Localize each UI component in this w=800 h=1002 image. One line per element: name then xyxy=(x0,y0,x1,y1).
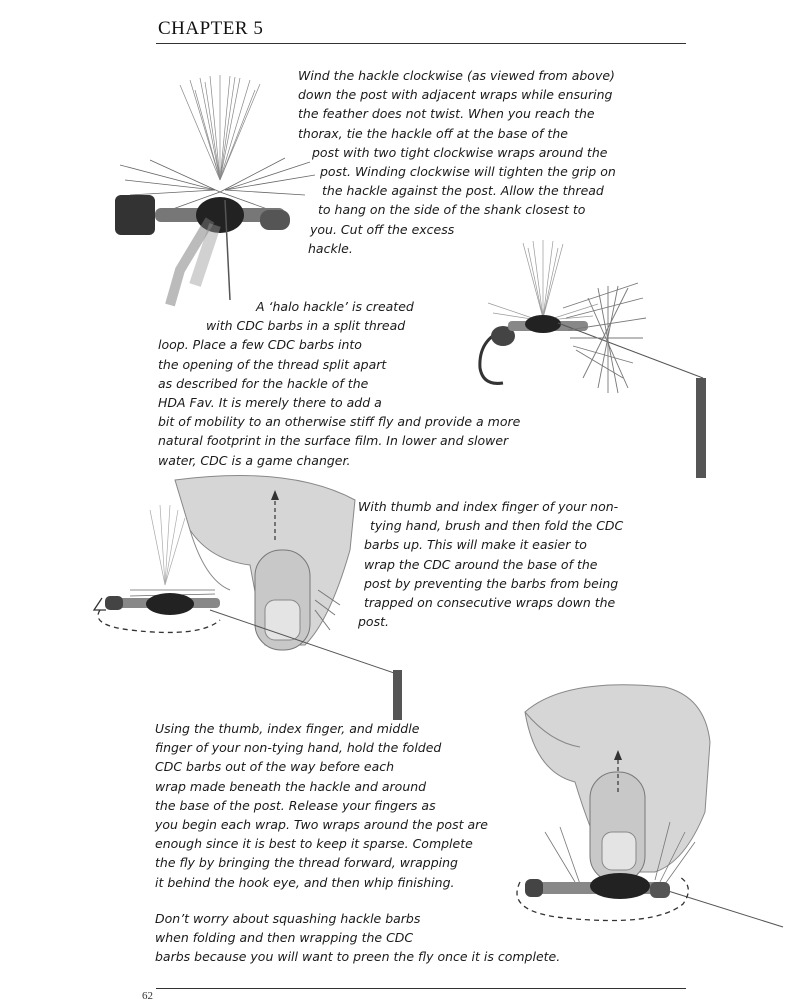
footer-rule xyxy=(156,988,686,989)
illustration-hackle-wound xyxy=(110,70,320,325)
paragraph-halo-hackle: A ‘halo hackle’ is created with CDC barbs in a split thread loop. Place a few CDC barbs into the opening of the thread split apart as described for the hackle of the HDA Fav. It is merely there to add a bit of mobility to an otherwise stiff fly and provide a more natural footprint in the surface film. In lower and slower water, CDC is a game changer. xyxy=(158,299,521,468)
paragraph-preen-fly: Don’t worry about squashing hackle barbs when folding and then wrapping the CDC barbs because you will want to preen the fly once it is complete. xyxy=(155,911,561,965)
paragraph-wind-hackle: Wind the hackle clockwise (as viewed from above) down the post with adjacent wraps while ensuring the feather does not twist. When you reach the thorax, tie the hackle off at the base of the post with two tight clockwise wraps around the post. Winding clockwise will tighten the grip on the hackle against the post. Allow the thread to hang on the side of the shank closest to you. Cut off the excess hackle. xyxy=(298,68,616,256)
paragraph-fold-cdc: With thumb and index finger of your non- tying hand, brush and then fold the CDC barbs up. This will make it easier to wrap the CDC around the base of the post by preventing the barbs from being trapped on consecutive wraps down the post. xyxy=(358,499,624,630)
header-rule xyxy=(156,43,686,44)
paragraph-hold-cdc: Using the thumb, index finger, and middle finger of your non-tying hand, hold the folded CDC barbs out of the way before each wrap made beneath the hackle and around the base of the post. Release your fingers as you begin each wrap. Two wraps around the post are enough since it is best to keep it sparse. Complete the fly by bringing the thread forward, wrapping it behind the hook eye, and then whip finishing. xyxy=(155,721,488,890)
chapter-title: CHAPTER 5 xyxy=(158,18,264,39)
illustration-hold-cdc xyxy=(505,682,785,942)
page-number: 62 xyxy=(142,990,153,1002)
